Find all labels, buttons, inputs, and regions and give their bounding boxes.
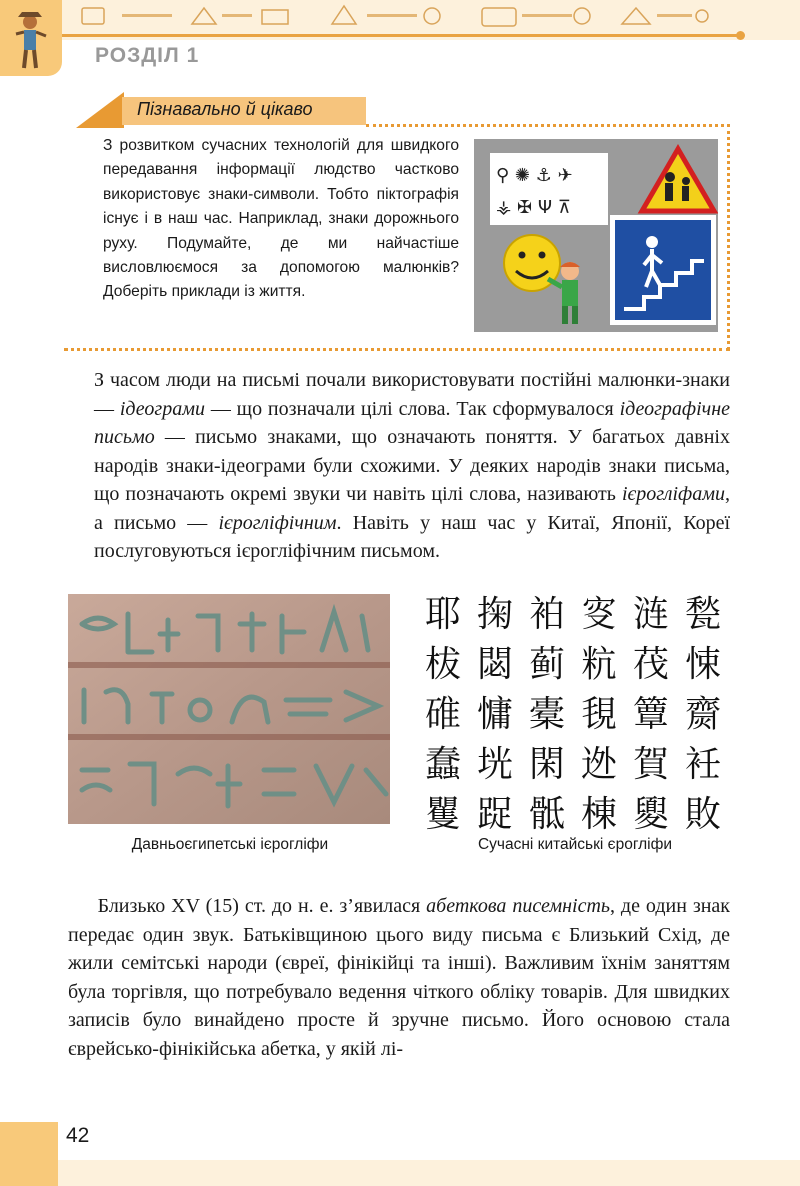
pictogram-symbols-row1: ⚲ ✺ ⚓ ✈ [496,165,573,186]
chinese-character: 衽 [684,744,721,785]
chinese-character: 慵 [476,694,513,735]
bottom-corner-tab [0,1122,58,1186]
term-ideograms: ідеограми [119,397,205,420]
chinese-character: 橐 [528,694,565,735]
caption-egyptian-hieroglyphs: Давньоєгипетські ієрогліфи [131,836,329,853]
chinese-character: 賀 [632,744,669,785]
chinese-character: 踀 [476,794,513,835]
paragraph1-part4: , а письмо — [94,483,730,534]
term-hieroglyphs: ієрогліфами [621,483,725,505]
top-rule-dot [736,31,745,40]
chinese-character: 掬 [476,594,513,635]
chinese-character: 棟 [580,794,617,835]
chinese-character: 茷 [632,644,669,685]
chinese-character: 簟 [632,694,669,735]
pictograms-illustration [474,139,718,332]
paragraph1-part5: . Навіть у наш час у Китаї, Японії, Кореї послуговуються ієрогліфічним письмом. [94,511,731,562]
term-hieroglyphic: ієрогліфічним [218,511,337,534]
page-number: 42 [66,1124,90,1147]
bottom-decorative-band [58,1160,800,1186]
chinese-character: 垙 [476,744,513,785]
egyptian-hieroglyphs-photo [68,594,390,824]
chinese-character: 耶 [424,594,461,635]
chinese-character: 迯 [580,744,617,785]
paragraph-ideograms [94,366,730,566]
top-rule [60,34,740,37]
info-box-title: Пізнавально й цікаво [137,99,313,119]
chinese-character: 甃 [684,594,721,635]
chinese-character: 矍 [424,794,461,835]
info-box-border-top [366,124,730,127]
paragraph2-part2: , де один знак передає один звук. Батьківщиною цього виду письма є Близький Схід, де жили семітські народи (євреї, фінікійці та інші). Важливим їхнім заняттям була торгівля, що потребувало ведення чіткого обліку товарів. Для швидких записів було винайдено просте й зручне письмо. Його основою стала єврейсько-фінікійська абетка, у якій лі- [68,895,731,1060]
info-box-text: З розвитком сучасних технологій для швидкого передавання інформації людство частково використовує знаки-символи. Тобто піктографія існує і в наш час. Наприклад, знаки дорожнього руху. Подумайте, де ми найчастіше висловлюємося за допомогою малюнків? Доберіть приклади із життя. [103,137,459,301]
chinese-character: 骶 [528,794,565,835]
paragraph2-part1: Близько XV (15) ст. до н. е. з’явилася [97,895,427,917]
chinese-character: 蓟 [528,644,565,685]
chinese-characters-grid [417,590,735,840]
chinese-character: 蠢 [424,744,461,785]
pictogram-symbols-row2: ⚶ ✠ Ψ ⊼ [496,197,571,218]
corner-tab [0,0,62,76]
chinese-character: 閟 [476,644,513,685]
explorer-figure-icon [0,0,62,76]
egyptian-hieroglyphs-svg [68,594,390,824]
caption-chinese-characters: Сучасні китайські єрогліфи [477,836,673,853]
chinese-character: 粇 [580,644,617,685]
chinese-character: 悚 [684,644,721,685]
paragraph1-part2: — що позначали цілі слова. Так сформувалося [204,397,620,420]
pedestrian-stairs-sign-icon [615,220,711,320]
chinese-character: 敗 [684,794,721,835]
pictograms-svg [474,139,718,332]
decorative-icons-strip [62,2,742,32]
chinese-character: 夓 [632,794,669,835]
paragraph-alphabetic-writing [68,892,730,1063]
info-box-border-right [727,124,730,350]
chinese-character: 叜 [580,594,617,635]
term-alphabetic-writing: абеткова писемність [426,895,610,917]
chinese-character: 袙 [528,594,565,635]
term-ideographic-writing: ідеографічне письмо [94,397,731,448]
chinese-character: 柭 [424,644,461,685]
info-box-border-bottom [64,348,730,351]
chinese-character: 閑 [528,744,565,785]
chinese-character: 齌 [684,694,721,735]
section-label: РОЗДІЛ 1 [95,44,200,67]
chinese-character: 涟 [632,594,669,635]
info-box-triangle [76,92,124,128]
paragraph1-part3: — письмо знаками, що означають поняття. У багатьох давніх народів знаки-ідеограми були схожими. У деяких народів знаки письма, що позначають окремі звуки чи навіть цілі слова, називають [94,426,730,505]
chinese-character: 覒 [580,694,617,735]
paragraph1-part1: З часом люди на письмі почали використовувати постійні малюнки-знаки — [94,369,730,420]
chinese-character: 碓 [424,694,461,735]
